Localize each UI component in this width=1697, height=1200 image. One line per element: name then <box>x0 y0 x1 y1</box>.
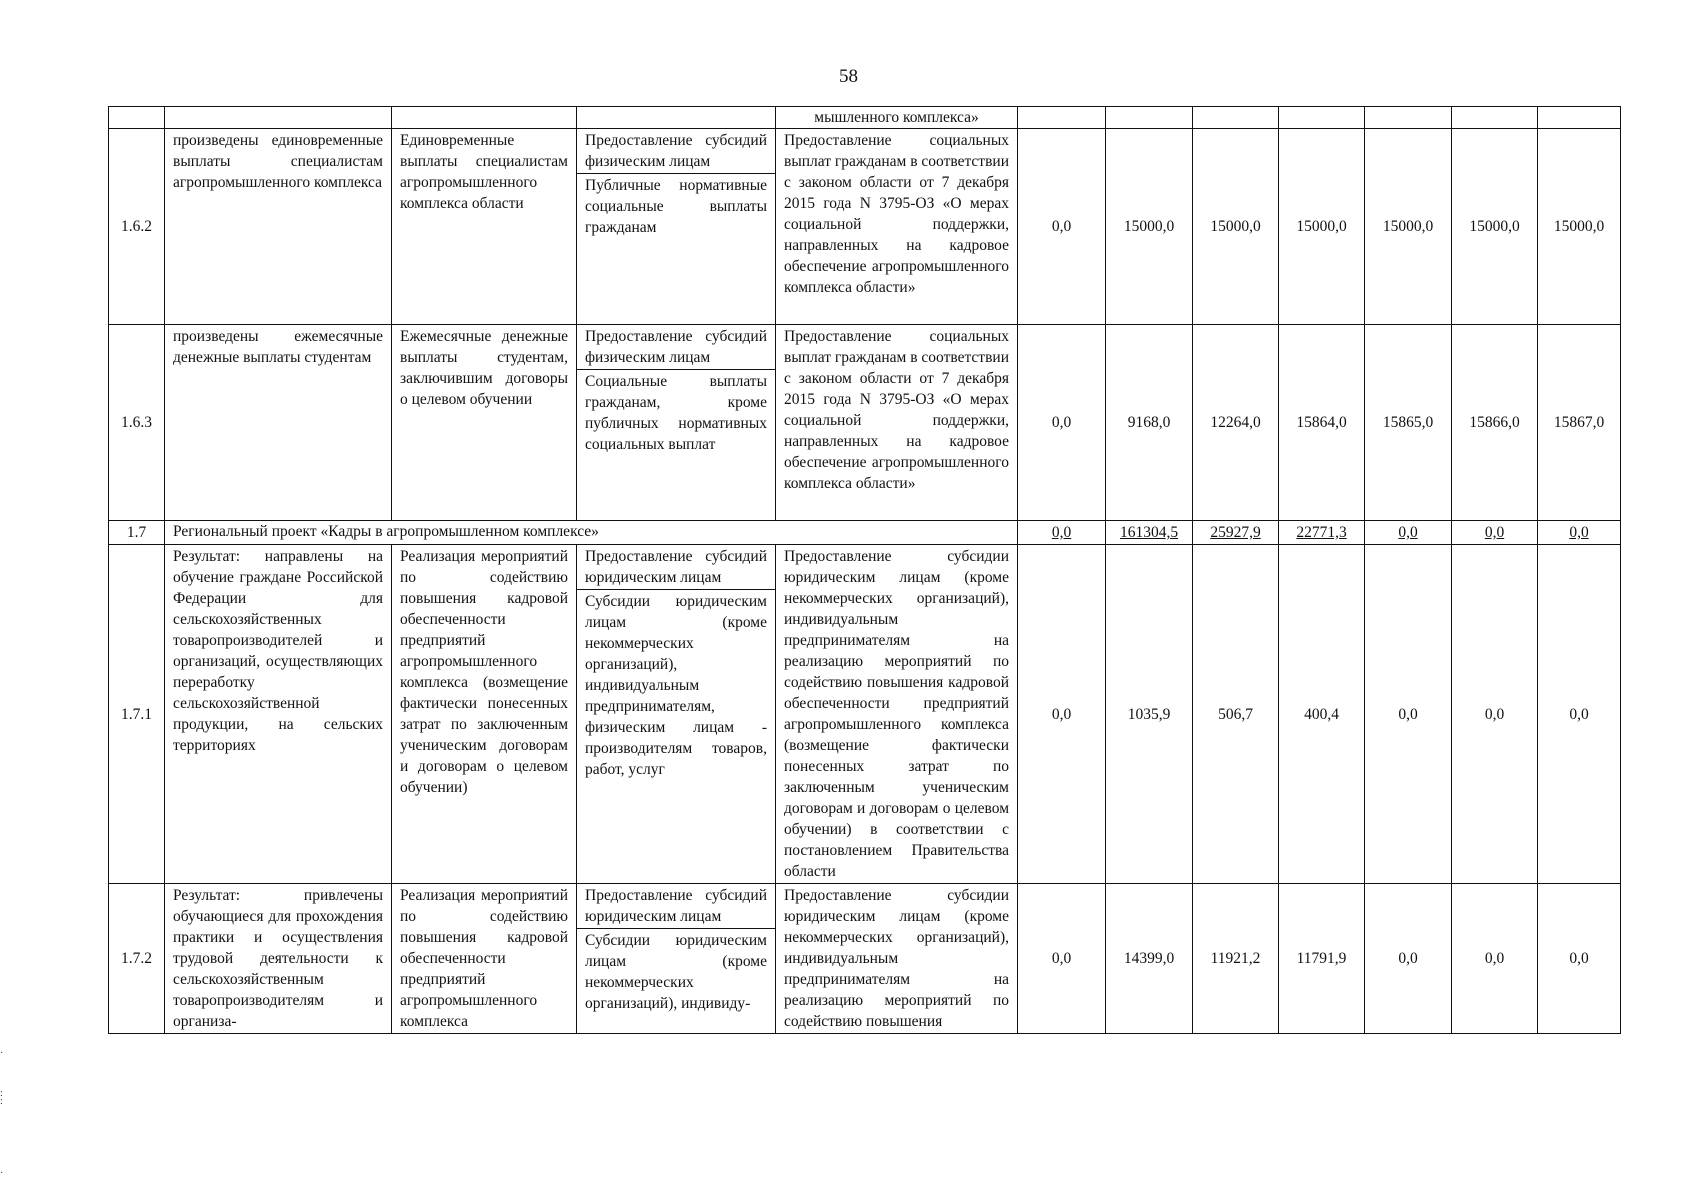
continuation-cell: мышленного комплекса» <box>776 107 1018 129</box>
row-code: 1.7.2 <box>109 884 165 1034</box>
amount-cell: 15000,0 <box>1538 129 1621 325</box>
amount-cell: 1035,9 <box>1106 545 1193 884</box>
basis-cell: Предоставление социальных выплат гражданам в соответствии с законом области от 7 декабря 2015 года N 3795-ОЗ «О мерах социальной поддержки, направленных на кадровое обеспечение агропромышленного комплекса области» <box>776 325 1018 521</box>
expenditure-table <box>108 106 1621 1034</box>
amount-cell: 25927,9 <box>1193 521 1279 545</box>
basis-cell: Предоставление социальных выплат гражданам в соответствии с законом области от 7 декабря 2015 года N 3795-ОЗ «О мерах социальной поддержки, направленных на кадровое обеспечение агропромышленного комплекса области» <box>776 129 1018 325</box>
amount-cell: 0,0 <box>1018 884 1106 1034</box>
amount-cell: 22771,3 <box>1279 521 1365 545</box>
measure-cell: Единовременные выплаты специалистам агропромышленного комплекса области <box>392 129 577 325</box>
amount-cell: 0,0 <box>1452 521 1538 545</box>
amount-cell: 15864,0 <box>1279 325 1365 521</box>
amount-cell: 15867,0 <box>1538 325 1621 521</box>
amount-cell: 11791,9 <box>1279 884 1365 1034</box>
amount-cell: 15000,0 <box>1106 129 1193 325</box>
result-cell: произведены ежемесячные денежные выплаты студентам <box>165 325 392 521</box>
amount-cell: 0,0 <box>1018 129 1106 325</box>
expense-type-cell <box>577 325 776 521</box>
table-row <box>109 884 1621 1034</box>
amount-cell: 0,0 <box>1018 325 1106 521</box>
amount-cell: 0,0 <box>1365 521 1452 545</box>
project-code: 1.7 <box>109 521 165 545</box>
measure-cell: Реализация мероприятий по содействию повышения кадровой обеспеченности предприятий агропромышленного комплекса (возмещение фактически понесенных затрат по заключенным ученическим договорам и договорам о целевом обучении) <box>392 545 577 884</box>
amount-cell: 0,0 <box>1365 545 1452 884</box>
amount-cell: 14399,0 <box>1106 884 1193 1034</box>
amount-cell: 0,0 <box>1538 521 1621 545</box>
amount-cell: 0,0 <box>1538 884 1621 1034</box>
page-number: 58 <box>839 66 858 87</box>
amount-cell: 15865,0 <box>1365 325 1452 521</box>
expense-type-primary: Предоставление субсидий физическим лицам <box>585 132 767 170</box>
continuation-row <box>109 107 1621 129</box>
expense-type-primary: Предоставление субсидий юридическим лицам <box>585 887 767 925</box>
basis-cell: Предоставление субсидии юридическим лицам (кроме некоммерческих организаций), индивидуальным предпринимателям на реализацию мероприятий по содействию повышения <box>776 884 1018 1034</box>
amount-cell: 400,4 <box>1279 545 1365 884</box>
amount-cell: 161304,5 <box>1106 521 1193 545</box>
amount-cell: 0,0 <box>1452 545 1538 884</box>
measure-cell: Ежемесячные денежные выплаты студентам, заключившим договоры о целевом обучении <box>392 325 577 521</box>
row-code: 1.6.3 <box>109 325 165 521</box>
scan-edge-marks: · : : · <box>0 1048 4 1179</box>
amount-cell: 0,0 <box>1365 884 1452 1034</box>
basis-cell: Предоставление субсидии юридическим лицам (кроме некоммерческих организаций), индивидуальным предпринимателям на реализацию мероприятий по содействию повышения кадровой обеспеченности предприятий агропромышленного комплекса (возмещение фактически понесенных затрат по заключенным ученическим договорам и договорам о целевом обучении) в соответствии с постановлением Правительства области <box>776 545 1018 884</box>
expense-type-primary: Предоставление субсидий юридическим лицам <box>585 548 767 586</box>
expense-type-secondary: Социальные выплаты гражданам, кроме публичных нормативных социальных выплат <box>577 369 775 456</box>
amount-cell: 0,0 <box>1018 521 1106 545</box>
amount-cell: 15000,0 <box>1452 129 1538 325</box>
expense-type-cell <box>577 545 776 884</box>
expense-type-secondary: Субсидии юридическим лицам (кроме некоммерческих организаций), индивиду- <box>577 928 775 1015</box>
amount-cell: 9168,0 <box>1106 325 1193 521</box>
expense-type-cell <box>577 129 776 325</box>
project-row <box>109 521 1621 545</box>
measure-cell: Реализация мероприятий по содействию повышения кадровой обеспеченности предприятий агропромышленного комплекса <box>392 884 577 1034</box>
row-code: 1.7.1 <box>109 545 165 884</box>
amount-cell: 15000,0 <box>1193 129 1279 325</box>
result-cell: Результат: направлены на обучение граждане Российской Федерации для сельскохозяйственных товаропроизводителей и организаций, осуществляющих переработку сельскохозяйственной продукции, на сельских территориях <box>165 545 392 884</box>
amount-cell: 506,7 <box>1193 545 1279 884</box>
expense-type-secondary: Публичные нормативные социальные выплаты гражданам <box>577 173 775 239</box>
amount-cell: 0,0 <box>1452 884 1538 1034</box>
row-code: 1.6.2 <box>109 129 165 325</box>
expense-type-cell <box>577 884 776 1034</box>
amount-cell: 15000,0 <box>1279 129 1365 325</box>
amount-cell: 15000,0 <box>1365 129 1452 325</box>
project-title: Региональный проект «Кадры в агропромышленном комплексе» <box>165 521 1018 545</box>
table-row <box>109 325 1621 521</box>
amount-cell: 0,0 <box>1018 545 1106 884</box>
table-row <box>109 545 1621 884</box>
amount-cell: 12264,0 <box>1193 325 1279 521</box>
table-row <box>109 129 1621 325</box>
expense-type-primary: Предоставление субсидий физическим лицам <box>585 328 767 366</box>
expense-type-secondary: Субсидии юридическим лицам (кроме некоммерческих организаций), индивидуальным предпринимателям, физическим лицам - производителям товаров, работ, услуг <box>577 589 775 781</box>
result-cell: Результат: привлечены обучающиеся для прохождения практики и осуществления трудовой деятельности к сельскохозяйственным товаропроизводителям и организа- <box>165 884 392 1034</box>
amount-cell: 11921,2 <box>1193 884 1279 1034</box>
result-cell: произведены единовременные выплаты специалистам агропромышленного комплекса <box>165 129 392 325</box>
amount-cell: 0,0 <box>1538 545 1621 884</box>
amount-cell: 15866,0 <box>1452 325 1538 521</box>
